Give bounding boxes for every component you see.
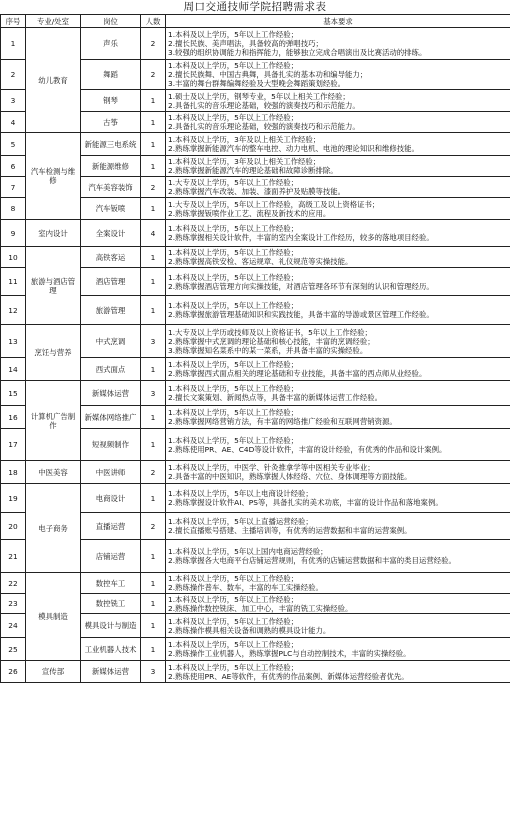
requirement-cell: 1.本科及以上学历，5年以上工作经验； 2.熟练操作普车、数车，丰富的车工实操经验。	[166, 573, 510, 594]
post-cell: 新媒体运营	[81, 661, 141, 683]
table-row	[1, 381, 510, 406]
major-cell: 汽车检测与维修	[26, 133, 81, 220]
post-cell: 新能源维修	[81, 156, 141, 177]
post-cell: 数控车工	[81, 573, 141, 594]
post-cell: 电商设计	[81, 484, 141, 513]
seq-cell: 19	[1, 484, 26, 513]
post-cell: 中式烹调	[81, 325, 141, 358]
requirement-cell: 1.本科及以上学历，5年以上工作经验； 2.熟练使用PR、AE等软件，有优秀的作品案例、新媒体运营经验者优先。	[166, 661, 510, 683]
seq-cell: 6	[1, 156, 26, 177]
requirement-cell: 1.大专及以上学历，5年以上工作经验，高级工及以上资格证书； 2.熟练掌握钣喷作业工艺、流程及新技术的应用。	[166, 198, 510, 220]
count-cell: 1	[141, 296, 166, 325]
seq-cell: 4	[1, 112, 26, 133]
header-seq: 序号	[1, 15, 26, 28]
requirement-cell: 1.本科及以上学历，5年以上工作经验； 2.熟练操作模具相关设备和调熟的模具设计能力。	[166, 614, 510, 638]
requirement-cell: 1.本科及以上学历，5年以上工作经验； 2.熟练掌握网络营销方法，有丰富的网络推广经验和互联网营销资源。	[166, 406, 510, 429]
post-cell: 钢琴	[81, 90, 141, 112]
count-cell: 1	[141, 594, 166, 614]
requirement-cell: 1.本科及以上学历，5年以上工作经验； 2.熟练使用PR、AE、C4D等设计软件，丰富的设计经验，有优秀的作品和设计案例。	[166, 429, 510, 461]
seq-cell: 7	[1, 177, 26, 198]
document-title: 周口交通技师学院招聘需求表	[183, 1, 327, 13]
count-cell: 1	[141, 198, 166, 220]
seq-cell: 12	[1, 296, 26, 325]
requirement-cell: 1.本科及以上学历，5年以上直播运营经验； 2.擅长直播账号搭建、主播培训等，有优秀的运营数据和丰富的运营案例。	[166, 513, 510, 540]
count-cell: 2	[141, 177, 166, 198]
post-cell: 汽车美容装饰	[81, 177, 141, 198]
seq-cell: 18	[1, 461, 26, 484]
table-row	[1, 484, 510, 513]
post-cell: 短视频制作	[81, 429, 141, 461]
count-cell: 1	[141, 573, 166, 594]
count-cell: 1	[141, 268, 166, 296]
post-cell: 数控铣工	[81, 594, 141, 614]
count-cell: 3	[141, 325, 166, 358]
major-cell: 室内设计	[26, 220, 81, 247]
count-cell: 1	[141, 156, 166, 177]
post-cell: 新能源三电系统	[81, 133, 141, 156]
requirement-cell: 1.本科及以上学历，5年以上工作经验； 2.熟练掌握西式面点相关的理论基础和专业技能，具备丰富的西点师从业经验。	[166, 358, 510, 381]
requirement-cell: 1.本科及以上学历，3年及以上相关工作经验； 2.熟练掌握新能源汽车的理论基础和故障诊断排除。	[166, 156, 510, 177]
post-cell: 舞蹈	[81, 60, 141, 90]
post-cell: 声乐	[81, 28, 141, 60]
table-row	[1, 247, 510, 268]
count-cell: 3	[141, 661, 166, 683]
seq-cell: 11	[1, 268, 26, 296]
requirement-cell: 1.本科及以上学历，5年以上工作经验； 2.熟练掌握旅游管理基础知识和实践技能，具备丰富的导游或景区管理工作经验。	[166, 296, 510, 325]
table-row	[1, 573, 510, 594]
table-row	[1, 220, 510, 247]
post-cell: 模具设计与制造	[81, 614, 141, 638]
requirement-cell: 1.本科及以上学历，3年及以上相关工作经验； 2.熟练掌握新能源汽车的整车电控、动力电机、电池的理论知识和维修技能。	[166, 133, 510, 156]
seq-cell: 10	[1, 247, 26, 268]
major-cell: 幼儿教育	[26, 28, 81, 133]
table-row	[1, 461, 510, 484]
count-cell: 2	[141, 461, 166, 484]
seq-cell: 16	[1, 406, 26, 429]
header-count: 人数	[141, 15, 166, 28]
requirement-cell: 1.本科及以上学历，5年以上工作经验； 2.具备扎实的音乐理论基础，较强的演奏技巧和示范能力。	[166, 112, 510, 133]
post-cell: 旅游管理	[81, 296, 141, 325]
table-row	[1, 661, 510, 683]
seq-cell: 22	[1, 573, 26, 594]
post-cell: 新媒体网络推广	[81, 406, 141, 429]
seq-cell: 20	[1, 513, 26, 540]
count-cell: 1	[141, 484, 166, 513]
seq-cell: 21	[1, 540, 26, 573]
count-cell: 1	[141, 358, 166, 381]
count-cell: 4	[141, 220, 166, 247]
seq-cell: 17	[1, 429, 26, 461]
count-cell: 2	[141, 513, 166, 540]
count-cell: 1	[141, 540, 166, 573]
major-cell: 模具制造	[26, 573, 81, 661]
requirement-cell: 1.大专及以上学历，5年以上工作经验； 2.熟练掌握汽车改装、加装、漆面养护及贴膜等技能。	[166, 177, 510, 198]
post-cell: 店铺运营	[81, 540, 141, 573]
post-cell: 高铁客运	[81, 247, 141, 268]
requirement-cell: 1.本科及以上学历，5年以上电商设计经验； 2.熟练掌握设计软件AI、PS等，具备扎实的美术功底，丰富的设计作品和落地案例。	[166, 484, 510, 513]
header-row	[1, 15, 510, 28]
major-cell: 烹饪与营养	[26, 325, 81, 381]
count-cell: 1	[141, 429, 166, 461]
requirement-cell: 1.大专及以上学历或技师及以上资格证书，5年以上工作经验； 2.熟练掌握中式烹调的理论基础和核心技能，丰富的烹调经验； 3.熟练掌握知名菜系中的某一菜系，并具备丰富的实操经验。	[166, 325, 510, 358]
post-cell: 西式面点	[81, 358, 141, 381]
major-cell: 宣传部	[26, 661, 81, 683]
count-cell: 3	[141, 381, 166, 406]
seq-cell: 24	[1, 614, 26, 638]
header-requirements: 基本要求	[166, 15, 510, 28]
major-cell: 电子商务	[26, 484, 81, 573]
seq-cell: 23	[1, 594, 26, 614]
seq-cell: 13	[1, 325, 26, 358]
requirement-cell: 1.本科及以上学历，5年以上工作经验； 2.熟练掌握高铁安检、客运规章、礼仪规范等实操技能。	[166, 247, 510, 268]
major-cell: 中医美容	[26, 461, 81, 484]
seq-cell: 14	[1, 358, 26, 381]
seq-cell: 2	[1, 60, 26, 90]
seq-cell: 3	[1, 90, 26, 112]
count-cell: 2	[141, 60, 166, 90]
post-cell: 直播运营	[81, 513, 141, 540]
seq-cell: 15	[1, 381, 26, 406]
requirement-cell: 1.本科及以上学历，5年以上工作经验； 2.熟练掌握相关设计软件，丰富的室内全案设计工作经历，较多的落地项目经验。	[166, 220, 510, 247]
requirement-cell: 1.本科及以上学历，5年以上工作经验； 2.熟练操作数控铣床、加工中心，丰富的铣工实操经验。	[166, 594, 510, 614]
post-cell: 汽车钣喷	[81, 198, 141, 220]
requirement-cell: 1.硕士及以上学历，钢琴专业，5年以上相关工作经验； 2.具备扎实的音乐理论基础，较强的演奏技巧和示范能力。	[166, 90, 510, 112]
count-cell: 1	[141, 133, 166, 156]
post-cell: 古筝	[81, 112, 141, 133]
count-cell: 1	[141, 247, 166, 268]
requirement-cell: 1.本科及以上学历，中医学、针灸推拿学等中医相关专业毕业； 2.具备丰富的中医知识，熟练掌握人体经络、穴位、身体调理等方面技能。	[166, 461, 510, 484]
count-cell: 1	[141, 638, 166, 661]
seq-cell: 25	[1, 638, 26, 661]
post-cell: 酒店管理	[81, 268, 141, 296]
header-major: 专业/处室	[26, 15, 81, 28]
table-row	[1, 28, 510, 60]
table-row	[1, 325, 510, 358]
count-cell: 1	[141, 112, 166, 133]
requirement-cell: 1.本科及以上学历，5年以上工作经验； 2.熟练掌握酒店管理方向实操技能，对酒店管理各环节有深刻的认识和管理经历。	[166, 268, 510, 296]
post-cell: 中医讲师	[81, 461, 141, 484]
table-row	[1, 133, 510, 156]
major-cell: 旅游与酒店管理	[26, 247, 81, 325]
requirement-cell: 1.本科及以上学历，5年以上工作经验； 2.擅长民族、美声唱法，具备较高的弹唱技巧； 3.较强的组织协调能力和指挥能力，能够独立完成合唱演出及比赛活动的排练。	[166, 28, 510, 60]
requirement-cell: 1.本科及以上学历，5年以上国内电商运营经验； 2.熟练掌握各大电商平台店铺运营规则，有优秀的店铺运营数据和丰富的类目运营经验。	[166, 540, 510, 573]
requirement-cell: 1.本科及以上学历，5年以上工作经验； 2.擅长民族舞、中国古典舞，具备扎实的基本功和编导能力； 3.丰富的舞台群舞编舞经验及大型晚会舞蹈策划经验。	[166, 60, 510, 90]
major-cell: 计算机广告制作	[26, 381, 81, 461]
requirement-cell: 1.本科及以上学历，5年以上工作经验； 2.熟练操作工业机器人，熟练掌握PLC与自动控制技术，丰富的实操经验。	[166, 638, 510, 661]
count-cell: 1	[141, 90, 166, 112]
post-cell: 全案设计	[81, 220, 141, 247]
post-cell: 新媒体运营	[81, 381, 141, 406]
seq-cell: 26	[1, 661, 26, 683]
header-post: 岗位	[81, 15, 141, 28]
seq-cell: 1	[1, 28, 26, 60]
seq-cell: 9	[1, 220, 26, 247]
requirement-cell: 1.本科及以上学历，5年以上工作经验； 2.擅长文案策划、新闻热点等，具备丰富的新媒体运营工作经验。	[166, 381, 510, 406]
count-cell: 1	[141, 406, 166, 429]
seq-cell: 5	[1, 133, 26, 156]
seq-cell: 8	[1, 198, 26, 220]
recruitment-table	[0, 14, 510, 683]
count-cell: 1	[141, 614, 166, 638]
count-cell: 2	[141, 28, 166, 60]
post-cell: 工业机器人技术	[81, 638, 141, 661]
